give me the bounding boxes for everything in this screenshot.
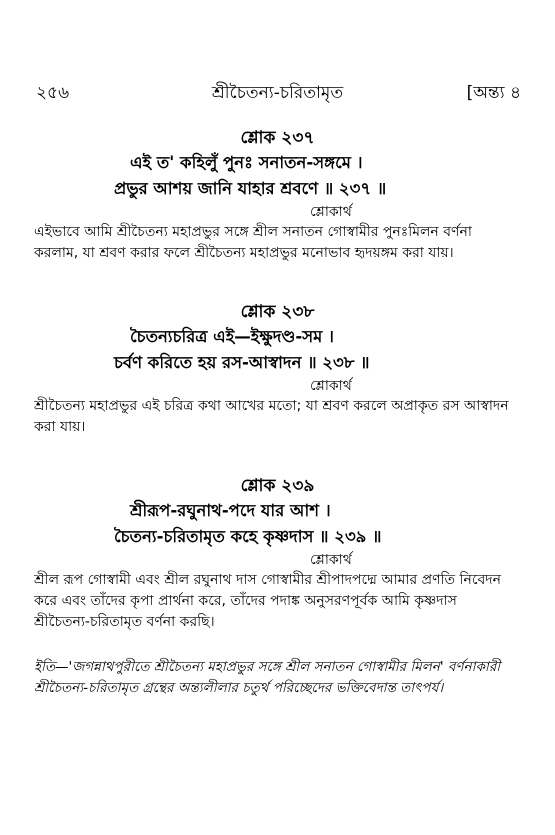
translation-line: করা যায়। xyxy=(34,419,86,435)
chapter-colophon xyxy=(34,657,529,699)
verse-line: চৈতন্যচরিত্র এই—ইক্ষুদণ্ড-সম । xyxy=(130,327,334,346)
translation-text xyxy=(34,570,527,633)
verse-line: চর্বণ করিতে হয় রস-আস্বাদন ॥ ২৩৮ ॥ xyxy=(114,353,370,372)
section-marker: [অন্ত্য ৪ xyxy=(466,83,521,103)
translation-label: শ্লোকার্থ xyxy=(310,204,352,220)
verse-block-239 xyxy=(0,474,555,633)
translation-label: শ্লোকার্থ xyxy=(310,552,352,568)
translation-label: শ্লোকার্থ xyxy=(310,378,352,394)
running-header xyxy=(0,80,555,104)
page-number: ২৫৬ xyxy=(36,83,70,103)
translation-line: শ্রীল রূপ গোস্বামী এবং শ্রীল রঘুনাথ দাস গোস্বামীর শ্রীপাদপদ্মে আমার প্রণতি নিবেদন xyxy=(34,572,502,588)
translation-text xyxy=(34,396,527,438)
book-title: শ্রীচৈতন্য-চরিতামৃত xyxy=(211,83,344,103)
verse-line: চৈতন্য-চরিতামৃত কহে কৃষ্ণদাস ॥ ২৩৯ ॥ xyxy=(114,527,382,546)
translation-line: শ্রীচৈতন্য মহাপ্রভুর এই চরিত্র কথা আখের মতো; যা শ্রবণ করলে অপ্রাকৃত রস আস্বাদন xyxy=(34,398,509,414)
verse-line: এই ত' কহিলুঁ পুনঃ সনাতন-সঙ্গমে । xyxy=(130,153,363,172)
verse-heading: শ্লোক ২৩৯ xyxy=(240,476,315,496)
verse-heading: শ্লোক ২৩৮ xyxy=(240,302,315,322)
verse-line: প্রভুর আশয় জানি যাহার শ্রবণে ॥ ২৩৭ ॥ xyxy=(114,179,387,198)
translation-line: শ্রীচৈতন্য-চরিতামৃত বর্ণনা করছি। xyxy=(34,614,215,630)
verse-block-238 xyxy=(0,300,555,438)
colophon-line: ইতি—'জগন্নাথপুরীতে শ্রীচৈতন্য মহাপ্রভুর সঙ্গে শ্রীল সনাতন গোস্বামীর মিলন' বর্ণনাকারী xyxy=(34,659,501,675)
translation-line: এইভাবে আমি শ্রীচৈতন্য মহাপ্রভুর সঙ্গে শ্রীল সনাতন গোস্বামীর পুনঃমিলন বর্ণনা xyxy=(34,224,472,240)
verse-line: শ্রীরূপ-রঘুনাথ-পদে যার আশ । xyxy=(130,501,331,520)
translation-text xyxy=(34,222,527,264)
verse-heading: শ্লোক ২৩৭ xyxy=(240,128,315,148)
colophon-line: শ্রীচৈতন্য-চরিতামৃত গ্রন্থের অন্ত্যলীলার চতুর্থ পরিচ্ছেদের ভক্তিবেদান্ত তাৎপর্য। xyxy=(34,680,444,696)
verse-block-237 xyxy=(0,126,555,264)
translation-line: করে এবং তাঁদের কৃপা প্রার্থনা করে, তাঁদের পদাঙ্ক অনুসরণপূর্বক আমি কৃষ্ণদাস xyxy=(34,593,457,609)
translation-line: করলাম, যা শ্রবণ করার ফলে শ্রীচৈতন্য মহাপ্রভুর মনোভাব হৃদয়ঙ্গম করা যায়। xyxy=(34,245,454,261)
